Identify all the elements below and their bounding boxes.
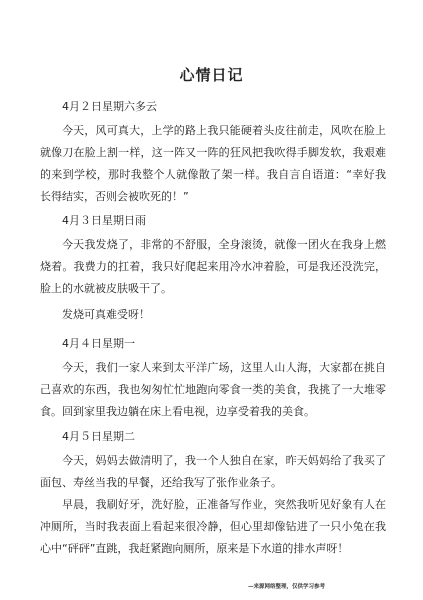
entry-paragraph: 发烧可真难受呀！ <box>62 308 150 321</box>
entry-date: 4月２日星期六多云 <box>62 100 157 113</box>
entry-paragraph: 今天，妈妈去做清明了，我一个人独自在家，昨天妈妈给了我买了面包、寿丝当我的早餐，还给我写了张作业条子。 <box>40 454 386 489</box>
document-title: 心情日记 <box>179 66 244 84</box>
entry-date: 4月４日星期一 <box>62 337 135 350</box>
entry-paragraph: 今天，我们一家人来到太平洋广场，这里人山人海，大家都在挑自己喜欢的东西，我也匆匆忙忙地跑向零食一类的美食，我挑了一大堆零食。回到家里我边躺在床上看电视，边享受着我的美食。 <box>40 361 386 418</box>
entry-paragraph: 今天我发烧了，非常的不舒服，全身滚烫，就像一团火在我身上燃烧着。我费力的扛着，我只好爬起来用冷水冲着脸，可是我还没洗完，脸上的水就被皮肤吸干了。 <box>40 238 386 295</box>
entry-date: 4月３日星期日雨 <box>62 214 146 227</box>
source-footer: —来源网络整理，仅供学习参考 <box>248 584 326 590</box>
entry-date: 4月５日星期二 <box>62 430 135 443</box>
entry-paragraph: 今天，风可真大，上学的路上我只能硬着头皮往前走，风吹在脸上就像刀在脸上割一样，这一阵又一阵的狂风把我吹得手脚发软，我艰难的来到学校，那时我整个人就像散了架一样。我自言自语道：“幸好我长得结实，否则会被吹死的！” <box>40 124 386 203</box>
entry-paragraph: 早晨，我刷好牙，洗好脸，正准备写作业，突然我听见好象有人在冲厕所，当时我表面上看起来很冷静，但心里却像钻进了一只小兔在我心中“砰砰”直跳，我赶紧跑向厕所，原来是下水道的排水声呀！ <box>40 498 386 555</box>
